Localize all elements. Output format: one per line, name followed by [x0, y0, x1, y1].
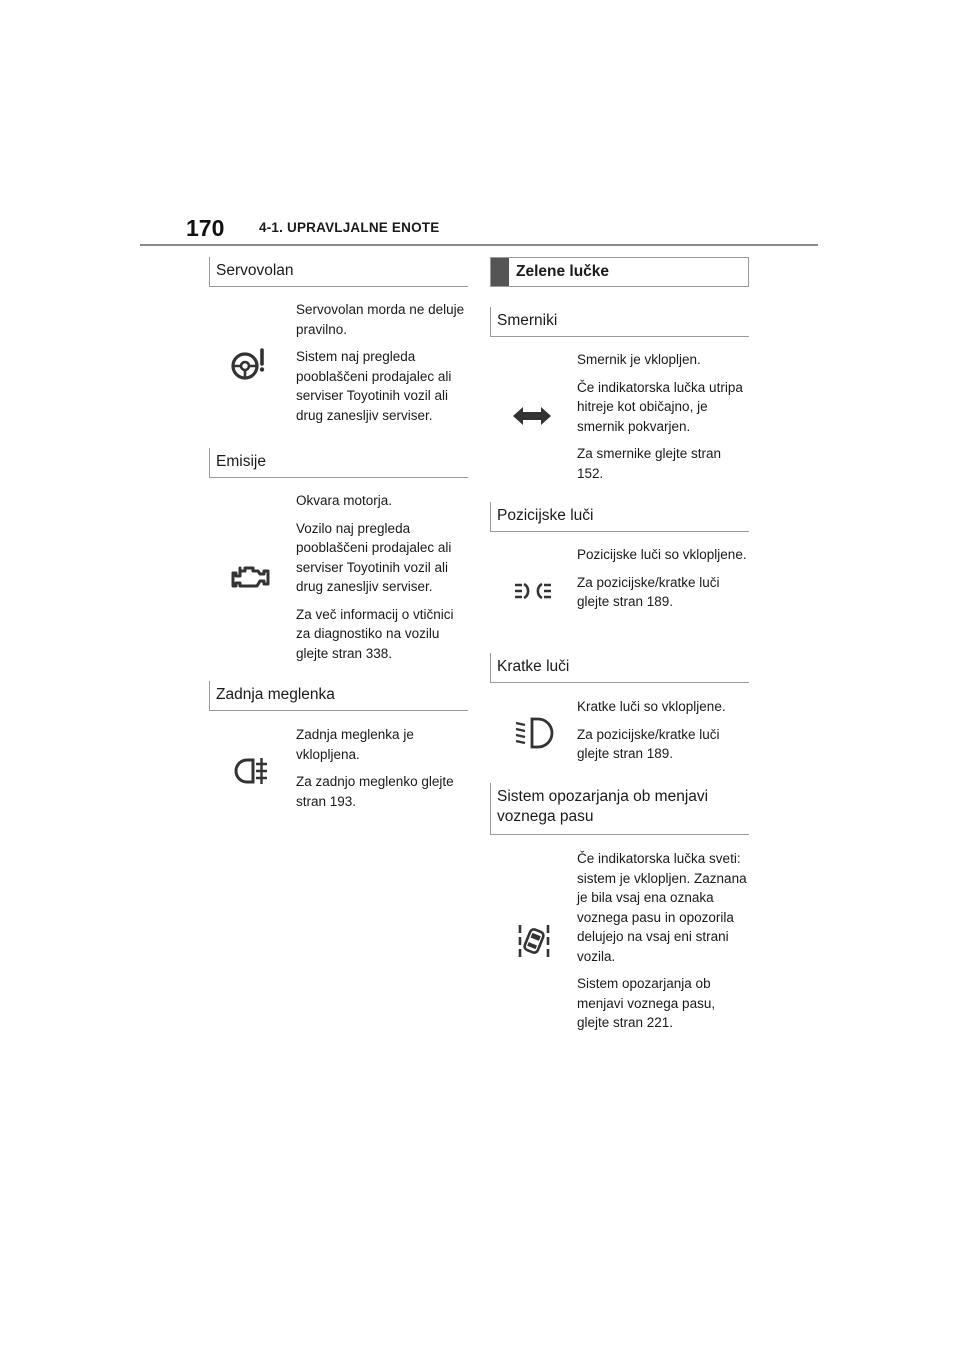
- servovolan-text-2: Sistem naj pregleda pooblaščeni prodajalec ali serviser Toyotinih vozil ali drug zanesljiv serviser.: [296, 349, 452, 423]
- engine-check-icon: [231, 563, 271, 591]
- heading-servovolan: [209, 257, 468, 287]
- meglenka-text-1: Zadnja meglenka je vklopljena.: [296, 727, 414, 762]
- pas-text-2: Sistem opozarjanja ob menjavi voznega pasu, glejte stran 221.: [577, 976, 716, 1030]
- pozicijske-text-1: Pozicijske luči so vklopljene.: [577, 547, 747, 562]
- emisije-text-3: Za več informacij o vtičnici za diagnostiko na vozilu glejte stran 338.: [296, 606, 454, 661]
- kratke-text-1: Kratke luči so vklopljene.: [577, 699, 726, 714]
- kratke-description: [577, 697, 749, 772]
- smerniki-text-2: Če indikatorska lučka utripa hitreje kot običajno, je smernik pokvarjen.: [577, 379, 743, 434]
- emisije-text-2: Vozilo naj pregleda pooblaščeni prodajalec ali serviser Toyotinih vozil ali drug zanesljiv serviser.: [296, 520, 452, 594]
- heading-pozicijske-luci: [490, 502, 749, 532]
- meglenka-text-2: Za zadnjo meglenko glejte stran 193.: [296, 774, 454, 809]
- servovolan-description: [296, 300, 468, 433]
- kratke-text-2: Za pozicijske/kratke luči glejte stran 189.: [577, 726, 720, 761]
- section-title: 4-1. UPRAVLJALNE ENOTE: [259, 220, 440, 235]
- heading-smerniki-text: Smerniki: [497, 312, 558, 329]
- header-rule: [140, 244, 818, 246]
- page-number: 170: [186, 215, 225, 241]
- pas-text-1: Če indikatorska lučka sveti: sistem je vklopljen. Zaznana je bila vsaj ena oznaka voznega pasu in opozorila delujejo na vsaj eni strani vozila.: [577, 851, 747, 964]
- heading-zelene-lucke-text: Zelene lučke: [516, 263, 610, 280]
- rear-fog-icon: [233, 756, 273, 786]
- smerniki-description: [577, 350, 749, 491]
- page-header: [0, 0, 960, 260]
- pozicijske-description: [577, 545, 749, 620]
- heading-zadnja-meglenka: [209, 681, 468, 711]
- heading-smerniki: [490, 307, 749, 337]
- heading-sistem-opozarjanja-text: Sistem opozarjanja ob menjavi voznega pasu: [497, 788, 709, 825]
- turn-signal-icon: [512, 404, 552, 428]
- emisije-text-1: Okvara motorja.: [296, 493, 393, 508]
- lane-departure-icon: [517, 922, 551, 960]
- heading-emisije-text: Emisije: [216, 453, 266, 470]
- heading-emisije: [209, 448, 468, 478]
- smerniki-text-1: Smernik je vklopljen.: [577, 352, 701, 367]
- meglenka-description: [296, 725, 468, 819]
- heading-kratke-luci-text: Kratke luči: [497, 658, 570, 675]
- pozicijske-text-2: Za pozicijske/kratke luči glejte stran 189.: [577, 574, 720, 609]
- heading-kratke-luci: [490, 653, 749, 683]
- steering-warning-icon: [229, 347, 269, 381]
- heading-marker: [491, 258, 509, 286]
- servovolan-text-1: Servovolan morda ne deluje pravilno.: [296, 302, 465, 337]
- heading-servovolan-text: Servovolan: [216, 262, 294, 279]
- heading-zadnja-meglenka-text: Zadnja meglenka: [216, 686, 335, 703]
- heading-sistem-opozarjanja: [490, 783, 749, 835]
- position-lights-icon: [513, 579, 553, 603]
- low-beam-icon: [514, 715, 554, 751]
- heading-zelene-lucke: [490, 257, 749, 287]
- emisije-description: [296, 491, 468, 671]
- smerniki-text-3: Za smernike glejte stran 152.: [577, 446, 722, 481]
- pas-description: [577, 849, 749, 1041]
- heading-pozicijske-luci-text: Pozicijske luči: [497, 507, 594, 524]
